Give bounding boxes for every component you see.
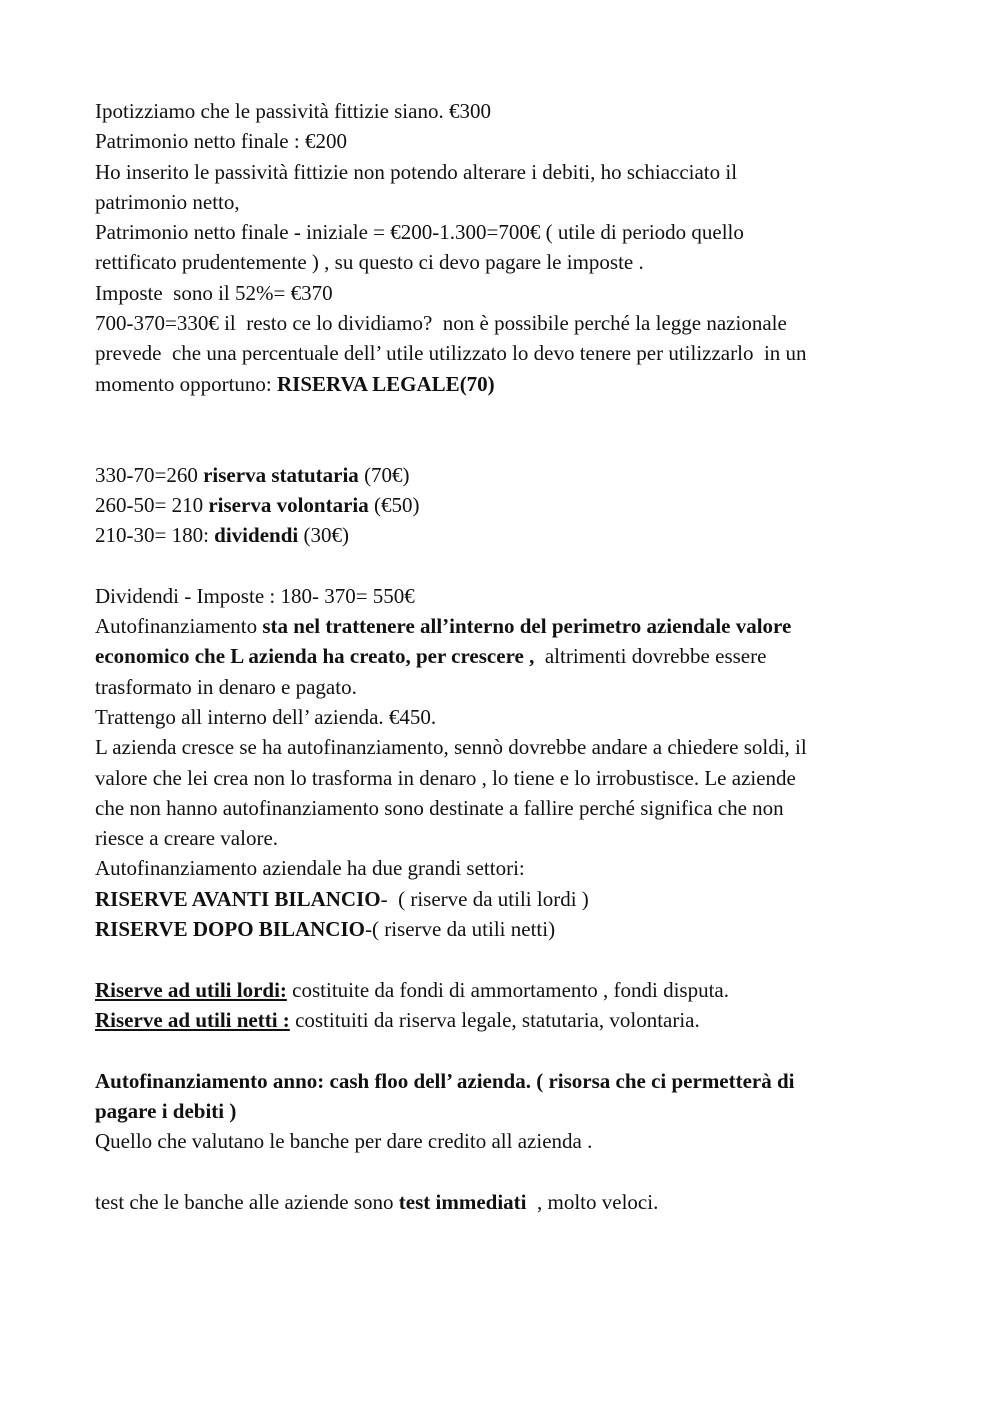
text-line: Imposte sono il 52%= €370 — [95, 280, 333, 305]
riserve-dopo-bilancio-label: RISERVE DOPO BILANCIO — [95, 917, 365, 942]
text-line — [95, 975, 915, 1005]
riserve-avanti-bilancio-label: RISERVE AVANTI BILANCIO — [95, 886, 381, 911]
text-span: test che le banche alle aziende sono — [95, 1189, 399, 1214]
text-line: prevede che una percentuale dell’ utile utilizzato lo devo tenere per utilizzarlo in un — [95, 341, 807, 366]
dividendi-label: dividendi — [214, 523, 299, 548]
text-span: - ( riserve da utili lordi ) — [380, 886, 589, 911]
text-line: Dividendi - Imposte : 180- 370= 550€ — [95, 583, 415, 608]
riserva-legale-label: RISERVA LEGALE(70) — [277, 371, 495, 396]
riserva-statutaria-label: riserva statutaria — [203, 462, 359, 487]
text-span: (€50) — [368, 492, 420, 517]
section-test — [95, 1187, 915, 1217]
text-line — [95, 460, 915, 490]
text-line: Ipotizziamo che le passività fittizie siano. €300 — [95, 99, 491, 123]
text-line: rettificato prudentemente ) , su questo ci devo pagare le imposte . — [95, 250, 644, 275]
section-passivita — [95, 96, 915, 399]
section-riserve-calcolo — [95, 460, 915, 551]
section-autofinanziamento — [95, 581, 915, 945]
text-span: Autofinanziamento — [95, 614, 263, 639]
riserve-utili-netti-heading: Riserve ad utili netti : — [95, 1007, 290, 1032]
spacer — [95, 1156, 915, 1186]
bold-span: economico che L azienda ha creato, per crescere , — [95, 644, 535, 669]
text-line: 700-370=330€ il resto ce lo dividiamo? non è possibile perché la legge nazionale — [95, 311, 787, 336]
spacer — [95, 944, 915, 974]
spacer — [95, 550, 915, 580]
text-line: riesce a creare valore. — [95, 826, 279, 851]
text-line — [95, 520, 915, 550]
text-line: Ho inserito le passività fittizie non potendo alterare i debiti, ho schiacciato il — [95, 159, 738, 184]
text-line: pagare i debiti ) — [95, 1098, 237, 1123]
text-line: L azienda cresce se ha autofinanziamento, sennò dovrebbe andare a chiedere soldi, il — [95, 735, 807, 760]
spacer — [95, 399, 915, 460]
text-span: (30€) — [298, 523, 349, 548]
text-line: Autofinanziamento anno: cash floo dell’ azienda. ( risorsa che ci permetterà di — [95, 1068, 795, 1093]
text-span: 330-70=260 — [95, 462, 204, 487]
text-span: costituiti da riserva legale, statutaria, volontaria. — [289, 1007, 700, 1032]
text-line — [95, 914, 915, 944]
text-line: Autofinanziamento aziendale ha due grandi settori: — [95, 856, 525, 881]
text-span: costituite da fondi di ammortamento , fondi disputa. — [286, 977, 729, 1002]
text-line: Quello che valutano le banche per dare credito all azienda . — [95, 1129, 593, 1154]
text-span: 260-50= 210 — [95, 492, 209, 517]
text-line: patrimonio netto, — [95, 189, 240, 214]
text-line — [95, 369, 915, 399]
test-immediati-label: test immediati — [398, 1189, 527, 1214]
text-line — [95, 490, 915, 520]
document-page — [95, 96, 915, 1217]
text-line — [95, 884, 915, 914]
text-span: momento opportuno: — [95, 371, 277, 396]
text-line: Trattengo all interno dell’ azienda. €450. — [95, 704, 437, 729]
text-span: -( riserve da utili netti) — [364, 917, 556, 942]
text-span: , molto veloci. — [526, 1189, 659, 1214]
text-line — [95, 641, 915, 671]
section-cash-flow — [95, 1066, 915, 1157]
riserve-utili-lordi-heading: Riserve ad utili lordi: — [95, 977, 287, 1002]
text-line — [95, 1187, 915, 1217]
text-line — [95, 1005, 915, 1035]
text-span: 210-30= 180: — [95, 523, 215, 548]
text-line — [95, 611, 915, 641]
section-riserve-utili — [95, 975, 915, 1036]
bold-span: sta nel trattenere all’interno del perimetro aziendale valore — [262, 614, 792, 639]
text-span: altrimenti dovrebbe essere — [534, 644, 767, 669]
text-line: valore che lei crea non lo trasforma in denaro , lo tiene e lo irrobustisce. Le aziende — [95, 765, 796, 790]
text-line: trasformato in denaro e pagato. — [95, 674, 357, 699]
text-span: (70€) — [358, 462, 410, 487]
text-line: che non hanno autofinanziamento sono destinate a fallire perché significa che non — [95, 795, 784, 820]
spacer — [95, 1035, 915, 1065]
riserva-volontaria-label: riserva volontaria — [208, 492, 369, 517]
text-line: Patrimonio netto finale - iniziale = €200-1.300=700€ ( utile di periodo quello — [95, 220, 744, 245]
text-line: Patrimonio netto finale : €200 — [95, 129, 347, 154]
